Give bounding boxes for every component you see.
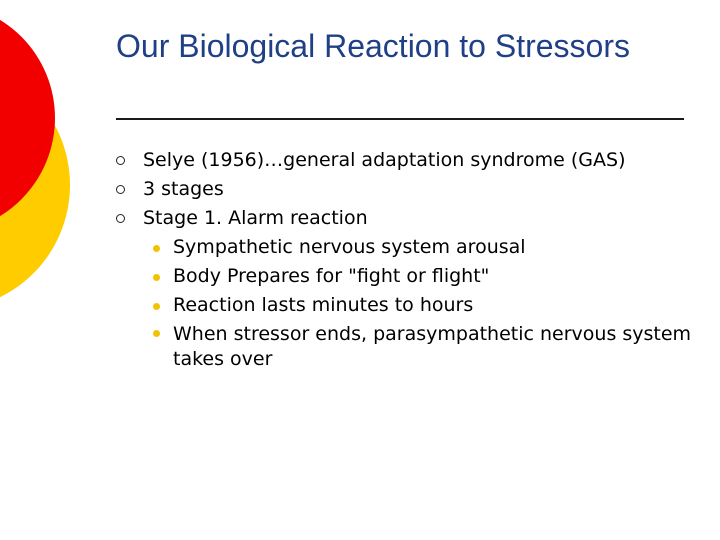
yellow-dot-icon bbox=[153, 274, 160, 281]
yellow-dot-icon bbox=[153, 245, 160, 252]
hollow-circle-icon bbox=[116, 214, 125, 223]
title-divider bbox=[116, 118, 684, 120]
bullet-item bbox=[116, 146, 696, 175]
yellow-dot-icon bbox=[153, 330, 160, 337]
sub-bullet-text: Reaction lasts minutes to hours bbox=[173, 294, 474, 316]
sub-bullet-item bbox=[116, 233, 696, 262]
hollow-circle-icon bbox=[116, 156, 125, 165]
bullet-text: 3 stages bbox=[143, 178, 224, 200]
decorative-circles bbox=[0, 0, 120, 300]
hollow-circle-icon bbox=[116, 185, 125, 194]
bullet-text: Selye (1956)…general adaptation syndrome (GAS) bbox=[143, 149, 626, 171]
sub-bullet-item bbox=[116, 262, 696, 291]
bullet-item bbox=[116, 175, 696, 204]
slide-title: Our Biological Reaction to Stressors bbox=[116, 28, 630, 64]
sub-bullet-text: When stressor ends, parasympathetic nervous system takes over bbox=[173, 323, 692, 370]
sub-bullet-item bbox=[116, 320, 696, 372]
sub-bullet-text: Sympathetic nervous system arousal bbox=[173, 236, 526, 258]
sub-bullet-text: Body Prepares for "fight or flight" bbox=[173, 265, 490, 287]
bullet-text: Stage 1. Alarm reaction bbox=[143, 207, 368, 229]
sub-bullet-item bbox=[116, 291, 696, 320]
yellow-dot-icon bbox=[153, 303, 160, 310]
bullet-list bbox=[116, 146, 696, 372]
bullet-item bbox=[116, 204, 696, 233]
